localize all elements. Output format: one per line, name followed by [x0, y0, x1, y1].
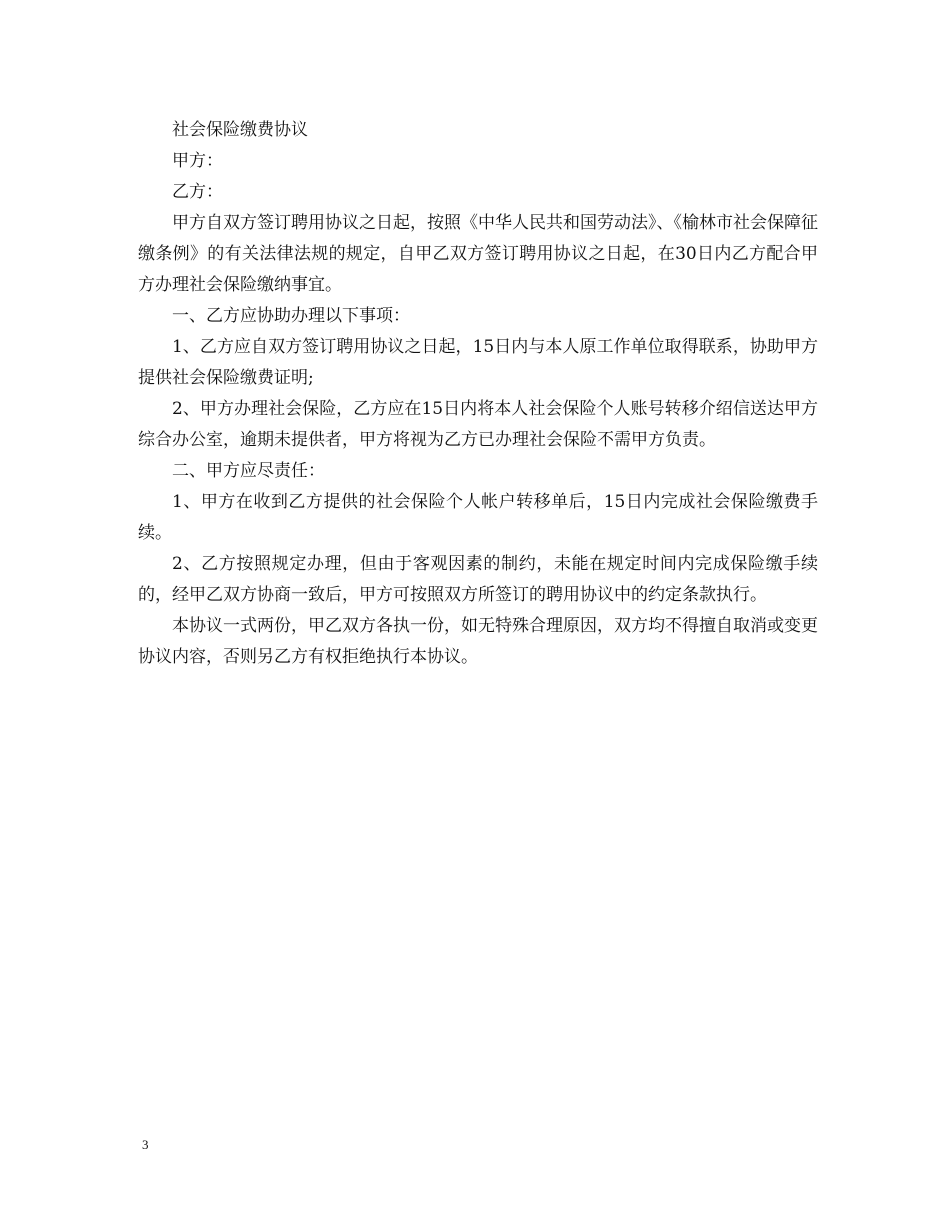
document-body: [138, 115, 818, 673]
clause-a-1: 1、甲方在收到乙方提供的社会保险个人帐户转移单后，15日内完成社会保险缴费手续。: [138, 492, 818, 543]
section-heading-party-a: 二、甲方应尽责任：: [172, 461, 325, 481]
paragraph-intro: 甲方自双方签订聘用协议之日起，按照《中华人民共和国劳动法》、《榆林市社会保障征缴条例》的有关法律法规的规定，自甲乙双方签订聘用协议之日起，在30日内乙方配合甲方办理社会保险缴纳事宜。: [138, 213, 818, 295]
page-number: 3: [142, 1137, 149, 1152]
clause-b-2: 2、甲方办理社会保险，乙方应在15日内将本人社会保险个人账号转移介绍信送达甲方综合办公室，逾期未提供者，甲方将视为乙方已办理社会保险不需甲方负责。: [138, 399, 818, 450]
clause-b-1: 1、乙方应自双方签订聘用协议之日起，15日内与本人原工作单位取得联系，协助甲方提供社会保险缴费证明;: [138, 337, 818, 388]
section-heading-party-b: 一、乙方应协助办理以下事项：: [172, 306, 410, 326]
paragraph-closing: 本协议一式两份，甲乙双方各执一份，如无特殊合理原因，双方均不得擅自取消或变更协议内容，否则另乙方有权拒绝执行本协议。: [138, 616, 818, 667]
party-b-line: 乙方：: [172, 182, 223, 202]
clause-a-2: 2、乙方按照规定办理，但由于客观因素的制约，未能在规定时间内完成保险缴手续的，经甲乙双方协商一致后，甲方可按照双方所签订的聘用协议中的约定条款执行。: [138, 554, 818, 605]
party-a-line: 甲方：: [172, 151, 223, 171]
document-title: 社会保险缴费协议: [172, 120, 308, 140]
